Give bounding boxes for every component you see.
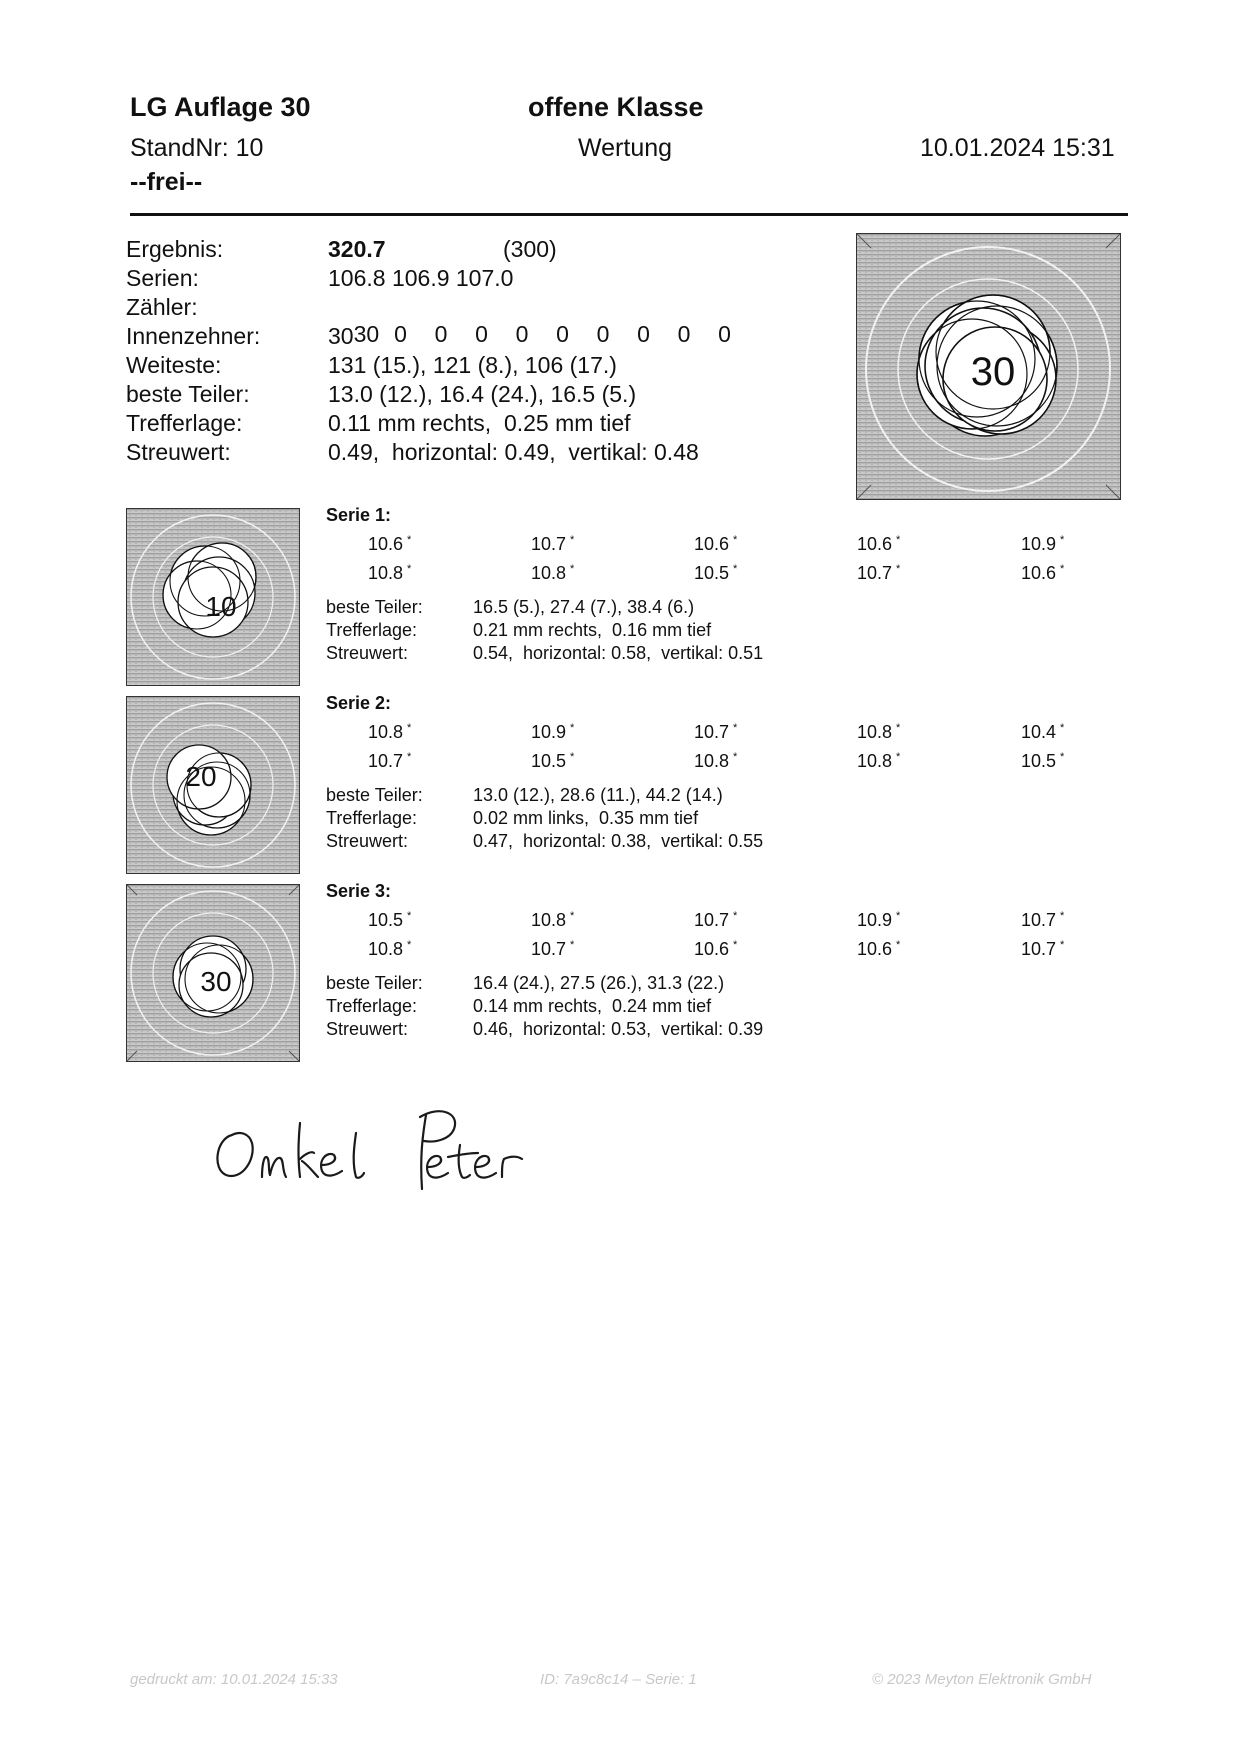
summary-label: Zähler: xyxy=(126,294,198,320)
shot-value: 10.5 * xyxy=(368,910,412,930)
detail-label: Streuwert: xyxy=(326,643,409,663)
shot-value: 10.7 * xyxy=(1021,939,1065,959)
count-value: 0 xyxy=(515,321,529,347)
count-value: 0 xyxy=(434,321,448,347)
header-divider xyxy=(130,213,1128,216)
detail-label: beste Teiler: xyxy=(326,973,423,993)
serie-title: Serie 1: xyxy=(326,505,392,525)
spread-value: 0.49, horizontal: 0.49, vertikal: 0.48 xyxy=(328,439,699,465)
count-value: 0 xyxy=(475,321,488,347)
shot-value: 10.9 * xyxy=(857,910,901,930)
summary-label: Serien: xyxy=(126,265,199,291)
serie-title: Serie 3: xyxy=(326,881,392,901)
detail-label: Trefferlage: xyxy=(326,996,418,1016)
summary-label: Streuwert: xyxy=(126,439,231,465)
shot-value: 10.8 * xyxy=(531,910,575,930)
count-value: 0 xyxy=(596,321,610,347)
count-value: 30 xyxy=(353,321,380,347)
detail-value: 16.5 (5.), 27.4 (7.), 38.4 (6.) xyxy=(473,597,695,617)
detail-label: Streuwert: xyxy=(326,831,409,851)
shot-value: 10.7 * xyxy=(694,910,738,930)
shot-value: 10.9 * xyxy=(531,722,575,742)
shot-value: 10.7 * xyxy=(857,563,901,583)
hit-position: 0.11 mm rechts, 0.25 mm tief xyxy=(328,410,631,436)
summary-label: Weiteste: xyxy=(126,352,222,378)
shot-value: 10.5 * xyxy=(531,751,575,771)
detail-value: 0.46, horizontal: 0.53, vertikal: 0.39 xyxy=(473,1019,764,1039)
series-totals: 106.8 106.9 107.0 xyxy=(328,265,514,291)
detail-label: Trefferlage: xyxy=(326,808,418,828)
serie-2-target-count: 20 xyxy=(185,761,217,792)
shooter-name: --frei-- xyxy=(130,168,203,196)
detail-value: 0.14 mm rechts, 0.24 mm tief xyxy=(473,996,712,1016)
summary-label: Trefferlage: xyxy=(126,410,243,436)
handwritten-signature xyxy=(210,1095,590,1210)
best-divisors: 13.0 (12.), 16.4 (24.), 16.5 (5.) xyxy=(328,381,637,407)
count-value: 0 xyxy=(556,321,569,347)
class-title: offene Klasse xyxy=(528,92,704,122)
result-total: 320.7 xyxy=(328,236,386,262)
serie-2-target-image xyxy=(126,696,300,874)
count-value: 0 xyxy=(394,321,407,347)
shot-value: 10.6 * xyxy=(857,939,901,959)
discipline-title: LG Auflage 30 xyxy=(130,92,311,122)
shot-value: 10.6 * xyxy=(857,534,901,554)
shot-value: 10.8 * xyxy=(694,751,738,771)
summary-label: Ergebnis: xyxy=(126,236,224,262)
shot-value: 10.8 * xyxy=(368,722,412,742)
summary-label: beste Teiler: xyxy=(126,381,250,407)
shot-value: 10.9 * xyxy=(1021,534,1065,554)
summary-target-image xyxy=(856,233,1121,500)
shot-value: 10.8 * xyxy=(857,751,901,771)
shot-value: 10.6 * xyxy=(694,534,738,554)
shot-value: 10.5 * xyxy=(1021,751,1065,771)
printed-timestamp: gedruckt am: 10.01.2024 15:33 xyxy=(130,1671,338,1688)
detail-label: beste Teiler: xyxy=(326,785,423,805)
serie-1-target-image xyxy=(126,508,300,686)
shot-value: 10.7 * xyxy=(531,534,575,554)
shot-value: 10.7 * xyxy=(1021,910,1065,930)
shot-value: 10.7 * xyxy=(368,751,412,771)
shot-value: 10.8 * xyxy=(368,939,412,959)
result-rings: (300) xyxy=(503,236,557,262)
shot-value: 10.5 * xyxy=(694,563,738,583)
serie-title: Serie 2: xyxy=(326,693,392,713)
shot-value: 10.8 * xyxy=(368,563,412,583)
serie-3-target-count: 30 xyxy=(200,966,232,997)
stand-number: StandNr: 10 xyxy=(130,134,264,162)
shot-value: 10.6 * xyxy=(368,534,412,554)
copyright-notice: © 2023 Meyton Elektronik GmbH xyxy=(872,1671,1092,1688)
count-value: 0 xyxy=(637,321,650,347)
shot-value: 10.4 * xyxy=(1021,722,1065,742)
count-value: 0 xyxy=(677,321,691,347)
count-value: 0 xyxy=(718,321,731,347)
detail-label: beste Teiler: xyxy=(326,597,423,617)
shot-value: 10.8 * xyxy=(531,563,575,583)
date-time: 10.01.2024 15:31 xyxy=(920,134,1115,162)
target-shot-count: 30 xyxy=(970,350,1016,394)
widest-shots: 131 (15.), 121 (8.), 106 (17.) xyxy=(328,352,617,378)
detail-label: Trefferlage: xyxy=(326,620,418,640)
detail-value: 0.47, horizontal: 0.38, vertikal: 0.55 xyxy=(473,831,764,851)
serie-1-target-count: 10 xyxy=(205,591,237,622)
shot-value: 10.6 * xyxy=(1021,563,1065,583)
detail-value: 0.21 mm rechts, 0.16 mm tief xyxy=(473,620,712,640)
detail-label: Streuwert: xyxy=(326,1019,409,1039)
detail-value: 16.4 (24.), 27.5 (26.), 31.3 (22.) xyxy=(473,973,725,993)
detail-value: 0.54, horizontal: 0.58, vertikal: 0.51 xyxy=(473,643,764,663)
shot-value: 10.8 * xyxy=(857,722,901,742)
mode-label: Wertung xyxy=(578,134,673,162)
summary-label: Innenzehner: xyxy=(126,323,261,349)
shot-value: 10.7 * xyxy=(531,939,575,959)
document-id: ID: 7a9c8c14 – Serie: 1 xyxy=(540,1671,697,1688)
shot-value: 10.6 * xyxy=(694,939,738,959)
inner-tens: 30 xyxy=(328,323,354,349)
detail-value: 0.02 mm links, 0.35 mm tief xyxy=(473,808,699,828)
detail-value: 13.0 (12.), 28.6 (11.), 44.2 (14.) xyxy=(473,785,723,805)
serie-3-target-image xyxy=(126,884,300,1062)
shot-value: 10.7 * xyxy=(694,722,738,742)
